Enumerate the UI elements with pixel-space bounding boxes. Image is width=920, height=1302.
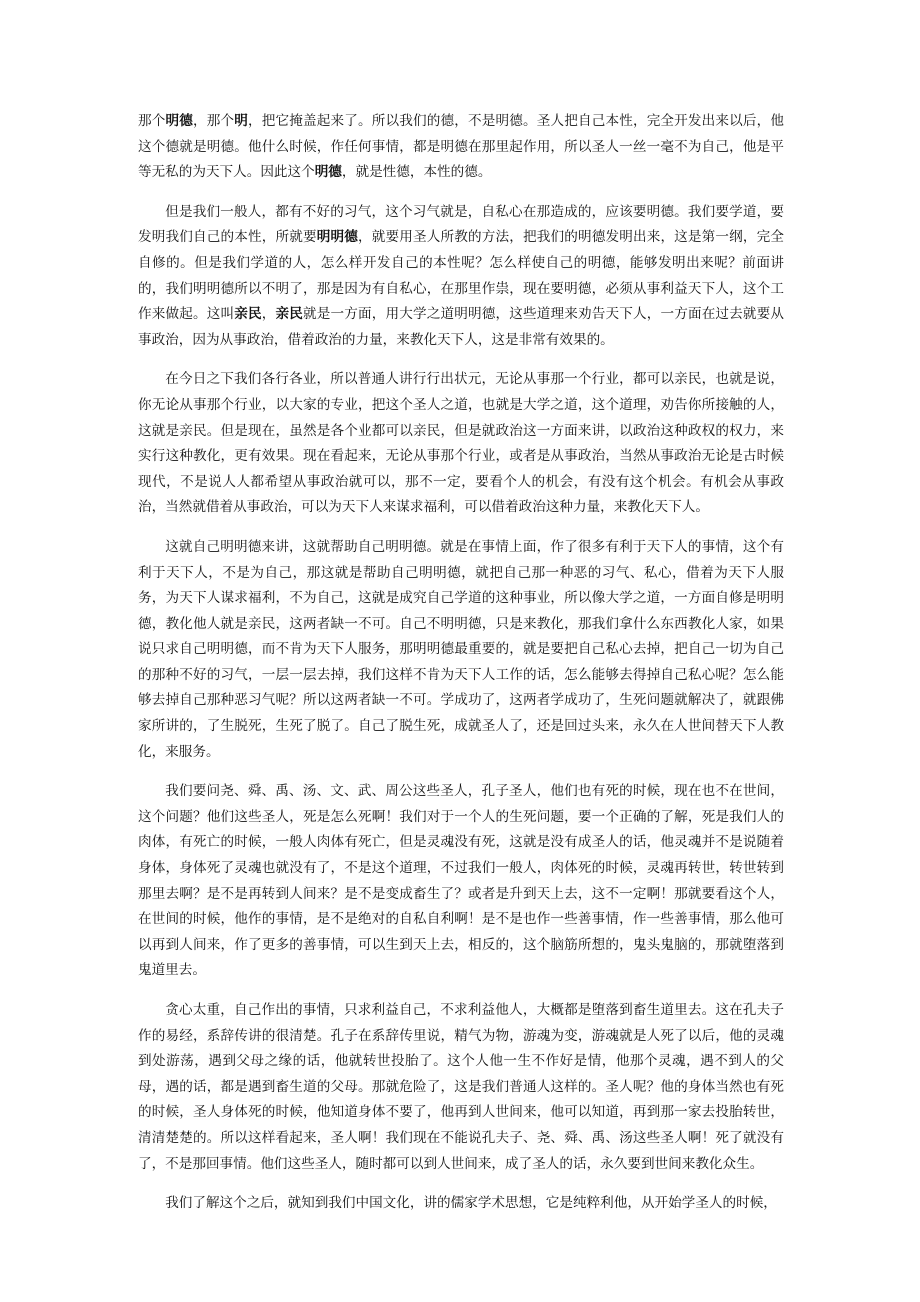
bold-term-mingde: 明德: [314, 164, 342, 181]
text-segment: ，: [261, 306, 276, 323]
paragraph-7: [138, 1191, 784, 1217]
text-segment: 我们了解这个之后，就知到我们中国文化，讲的儒家学术思想，它是纯粹利他，从开始学圣人的时候，: [165, 1195, 777, 1212]
text-segment: 那个: [138, 113, 166, 129]
bold-term-qinmin: 亲民: [234, 306, 262, 323]
paragraph-3: [138, 367, 784, 521]
text-segment: 但是我们一般人，都有不好的习气，这个习气就是，自私心在那造成的，应该要明德。我们要学道，要发明我们自己的本性，所就要: [138, 203, 784, 246]
text-segment: ，把它掩盖起来了。所以我们的德，不是明德。圣人把自己本性，完全开发出来以后，他这个德就是明德。他什么时候，作任何事情，都是明德在那里起作用，所以圣人一丝一毫不为自己，他是平等无私的为天下人。因此这个: [138, 113, 785, 181]
text-segment: ，那个: [193, 113, 235, 129]
text-segment: 贪心太重，自己作出的事情，只求利益自己，不求利益他人，大概都是堕落到畜生道里去。这在孔夫子作的易经，系辞传讲的很清楚。孔子在系辞传里说，精气为物，游魂为变，游魂就是人死了以后，他的灵魂到处游荡，遇到父母之缘的话，他就转世投胎了。这个人他一生不作好是情，他那个灵魂，遇不到人的父母，遇的话，都是遇到畜生道的父母。那就危险了，这是我们普通人这样的。圣人呢？他的身体当然也有死的时候，圣人身体死的时候，他知道身体不要了，他再到人世间来，他可以知道，再到那一家去投胎转世，清清楚楚的。所以这样看起来，圣人啊！我们现在不能说孔夫子、尧、舜、禹、汤这些圣人啊！死了就没有了，不是那回事情。他们这些圣人，随时都可以到人世间来，成了圣人的话，永久要到世间来教化众生。: [138, 1002, 784, 1172]
text-segment: 我们要问尧、舜、禹、汤、文、武、周公这些圣人，孔子圣人，他们也有死的时候，现在也不在世间，这个问题？他们这些圣人，死是怎么死啊！我们对于一个人的生死问题，要一个正确的了解，死是我们人的肉体，有死亡的时候，一般人肉体有死亡，但是灵魂没有死，这就是没有成圣人的话，他灵魂并不是说随着身体，身体死了灵魂也就没有了，不是这个道理，不过我们一般人，肉体死的时候，灵魂再转世，转世转到那里去啊？是不是再转到人间来？是不是变成畜生了？或者是升到天上去，这不一定啊！那就要看这个人，在世间的时候，他作的事情，是不是绝对的自私自利啊！是不是也作一些善事情，作一些善事情，那么他可以再到人间来，作了更多的善事情，可以生到天上去，相反的，这个脑筋所想的，鬼头鬼脑的，那就堕落到鬼道里去。: [138, 783, 784, 979]
paragraph-4: [138, 535, 784, 765]
paragraph-6: [138, 998, 784, 1177]
text-segment: ，就要用圣人所教的方法，把我们的明德发明出来，这是第一纲，完全自修的。但是我们学道的人，怎么样开发自己的本性呢？怎么样使自己的明德，能够发明出来呢？前面讲的，我们明明德所以不明了，那是因为有自私心，在那里作祟，现在要明德，必须从事利益天下人，这个工作来做起。这叫: [138, 229, 785, 323]
text-segment: 就是一方面，用大学之道明明德，这些道理来劝告天下人，一方面在过去就要从事政治，因为从事政治，借着政治的力量，来教化天下人，这是非常有效果的。: [138, 306, 785, 348]
bold-term-ming: 明: [234, 113, 248, 129]
text-segment: 这就自己明明德来讲，这就帮助自己明明德。就是在事情上面，作了很多有利于天下人的事情，这个有利于天下人，不是为自己，那这就是帮助自己明明德，就把自己那一种恶的习气、私心，借着为天下人服务，为天下人谋求福利，不为自己，这就是成究自己学道的这种事业，所以像大学之道，一方面自修是明明德，教化他人就是亲民，这两者缺一不可。自己不明明德，只是来教化，那我们拿什么东西教化人家，如果说只求自己明明德，而不肯为天下人服务，那明明德最重要的，就是要把自己私心去掉，把自己一切为自己的那种不好的习气，一层一层去掉，我们这样不肯为天下人工作的话，怎么能够去得掉自己私心呢？怎么能够去掉自己那种恶习气呢？所以这两者缺一不可。学成功了，这两者学成功了，生死问题就解决了，就跟佛家所讲的，了生脱死，生死了脱了。自己了脱生死，成就圣人了，还是回过头来，永久在人世间替天下人教化，来服务。: [138, 538, 784, 760]
text-segment: ，就是性德，本性的德。: [341, 164, 492, 181]
document-page: [138, 109, 784, 1231]
bold-term-qinmin: 亲民: [275, 306, 303, 323]
bold-term-mingde: 明德: [165, 113, 193, 129]
paragraph-5: [138, 779, 784, 984]
text-segment: 在今日之下我们各行各业，所以普通人讲行行出状元，无论从事那一个行业，都可以亲民，也就是说，你无论从事那个行业，以大家的专业，把这个圣人之道，也就是大学之道，这个道理，劝告你所接触的人，这就是亲民。但是现在，虽然是各个业都可以亲民，但是就政治这一方面来讲，以政治这种政权的权力，来实行这种教化，更有效果。现在看起来，无论从事那个行业，或者是从事政治，当然从事政治无论是古时候现代，不是说人人都希望从事政治就可以，那不一定，要看个人的机会，有没有这个机会。有机会从事政治，当然就借着从事政治，可以为天下人来谋求福利，可以借着政治这种力量，来教化天下人。: [138, 371, 784, 516]
bold-term-mingmingde: 明明德: [316, 229, 358, 246]
paragraph-1: [138, 109, 784, 186]
paragraph-2: [138, 200, 784, 354]
